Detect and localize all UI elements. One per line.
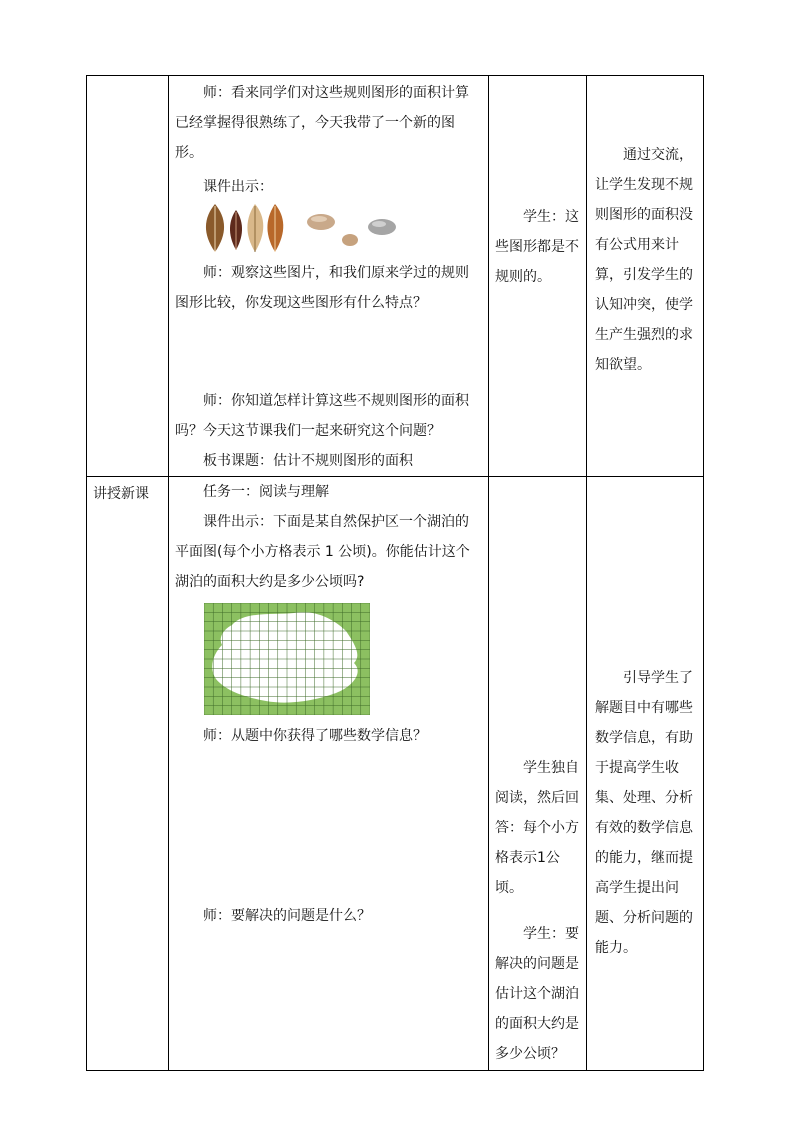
student-activity-cell [489,76,587,477]
student-activity-cell [489,477,587,1071]
stage-label: 讲授新课 [93,486,149,502]
student-line: 学生：这些图形都是不规则的。 [495,209,579,285]
teacher-line: 师：你知道怎样计算这些不规则图形的面积吗？今天这节课我们一起来研究这个问题？ [175,393,469,439]
stage-cell [87,76,169,477]
lesson-plan-table [86,75,704,1071]
table-row [87,76,704,477]
leaf-icon [206,204,224,252]
lake-grid-map [169,597,488,717]
teacher-line: 板书课题：估计不规则图形的面积 [203,453,413,469]
teacher-line: 师：要解决的问题是什么？ [203,908,371,924]
teacher-line: 任务一：阅读与理解 [203,484,329,500]
teacher-line: 师：从题中你获得了哪些数学信息？ [203,728,427,744]
student-line: 学生独自阅读，然后回答：每个小方格表示1公顷。 [495,760,579,896]
teacher-activity-cell [169,76,489,477]
leaf-icon [230,210,242,250]
table-row [87,477,704,1071]
stone-icon [307,214,335,230]
teacher-activity-cell [169,477,489,1071]
teacher-line: 师：看来同学们对这些规则图形的面积计算已经掌握得很熟练了，今天我带了一个新的图形。 [175,85,469,161]
intent-text: 通过交流，让学生发现不规则图形的面积没有公式用来计算，引发学生的认知冲突，使学生产生强烈的求知欲望。 [595,147,693,373]
stage-cell [87,477,169,1071]
design-intent-cell [587,76,704,477]
teacher-line: 师：观察这些图片，和我们原来学过的规则图形比较，你发现这些图形有什么特点？ [175,265,469,311]
design-intent-cell [587,477,704,1071]
student-line: 学生：要解决的问题是估计这个湖泊的面积大约是多少公顷？ [495,926,579,1062]
leaf-icon [247,204,263,252]
leaf-icon [267,204,283,252]
stone-icon [368,219,396,235]
teacher-line: 课件出示：下面是某自然保护区一个湖泊的平面图(每个小方格表示 1 公顷)。你能估计这个湖泊的面积大约是多少公顷吗? [175,514,470,590]
stone-icon [342,234,358,246]
teacher-line: 课件出示： [203,179,273,195]
lake-shape [212,612,357,702]
intent-text: 引导学生了解题目中有哪些数学信息，有助于提高学生收集、处理、分析有效的数学信息的能力，继而提高学生提出问题、分析问题的能力。 [595,670,693,956]
leaves-and-stones-image [169,202,488,258]
